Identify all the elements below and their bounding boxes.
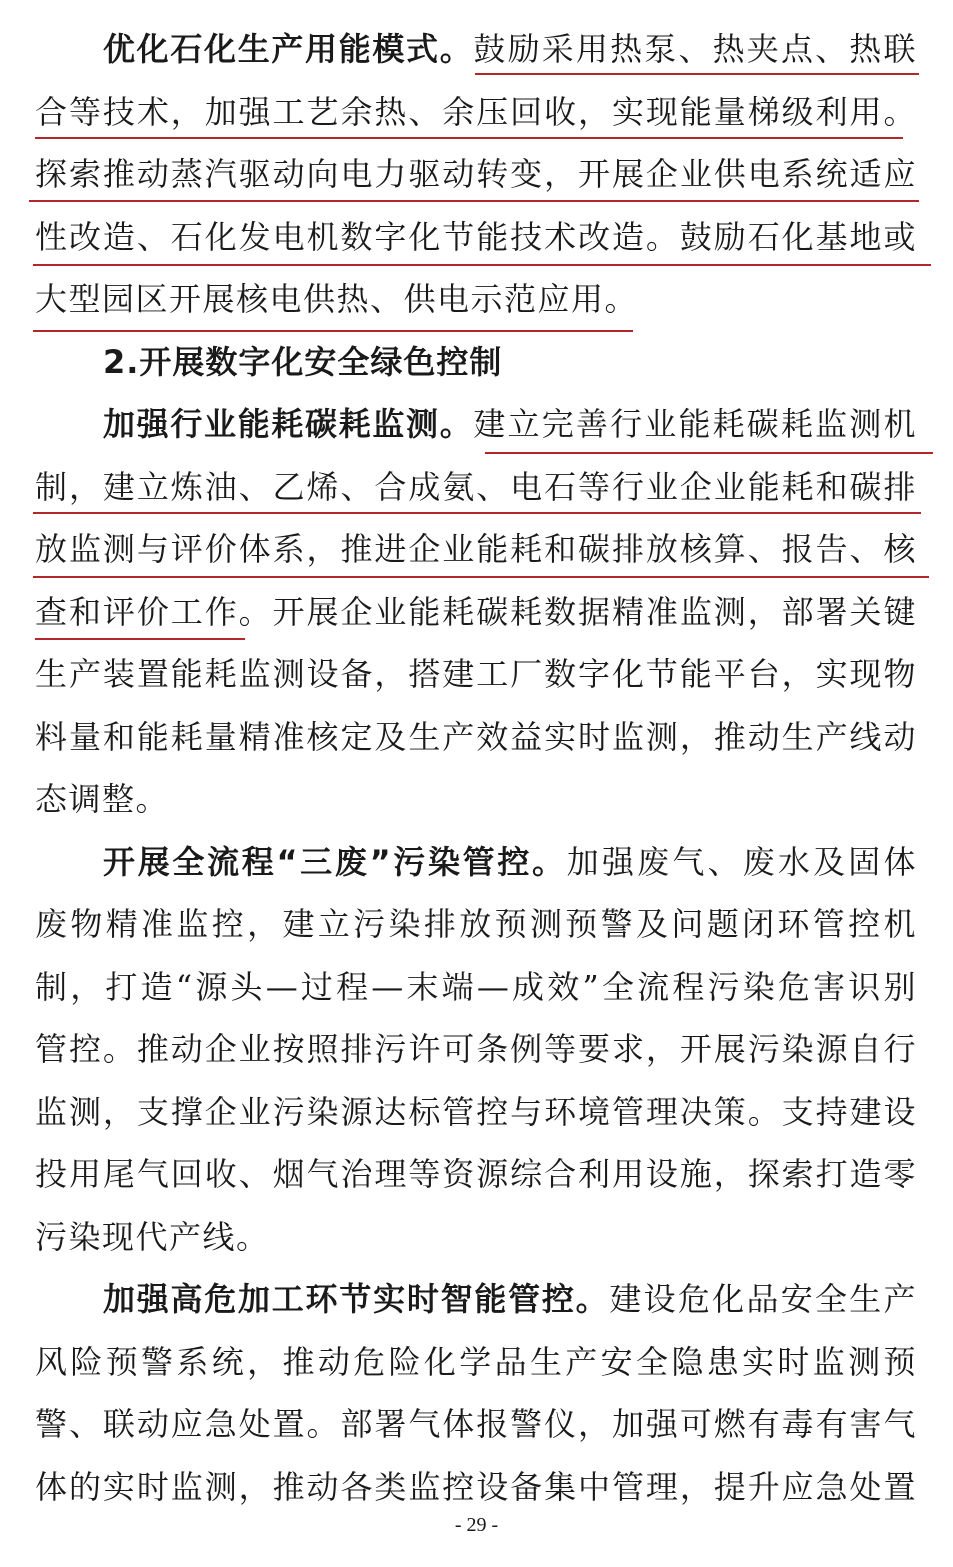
paragraph-line [35, 81, 917, 144]
section-title-line [35, 331, 917, 394]
paragraph-text: 建设危化品安全生产 [609, 1280, 917, 1318]
paragraph-line [35, 1081, 917, 1144]
paragraph-heading: 加强高危加工环节实时智能管控。 [103, 1280, 610, 1318]
paragraph-text: 警、联动应急处置。部署气体报警仪，加强可燃有毒有害气 [35, 1405, 917, 1443]
paragraph-line [35, 956, 917, 1019]
red-underline [475, 73, 919, 75]
page-number: - 29 - [454, 1514, 499, 1536]
paragraph-text: 态调整。 [35, 780, 170, 818]
red-underline [29, 200, 919, 202]
red-underline [35, 638, 245, 640]
paragraph-line [35, 143, 917, 206]
paragraph-text: 查和评价工作。开展企业能耗碳耗数据精准监测，部署关键 [35, 592, 917, 631]
paragraph-text: 建立完善行业能耗碳耗监测机 [473, 405, 917, 443]
paragraph-heading: 优化石化生产用能模式。 [103, 30, 474, 68]
red-underline [33, 576, 929, 578]
paragraph-text: 性改造、石化发电机数字化节能技术改造。鼓励石化基地或 [35, 217, 917, 256]
paragraph-text: 大型园区开展核电供热、供电示范应用。 [35, 280, 639, 318]
paragraph-line [35, 1331, 917, 1394]
paragraph-line [35, 456, 917, 519]
paragraph-line [35, 1143, 917, 1206]
paragraph-text: 监测，支撑企业污染源达标管控与环境管理决策。支持建设 [35, 1092, 917, 1131]
paragraph-line [35, 768, 917, 831]
paragraph-line [35, 1268, 917, 1331]
paragraph-text: 污染现代产线。 [35, 1217, 270, 1256]
paragraph-text: 探索推动蒸汽驱动向电力驱动转变，开展企业供电系统适应 [35, 155, 917, 193]
paragraph-text: 废物精准监控，建立污染排放预测预警及问题闭环管控机 [35, 905, 917, 943]
paragraph-heading: 加强行业能耗碳耗监测。 [103, 405, 474, 443]
paragraph-text: 料量和能耗量精准核定及生产效益实时监测，推动生产线动 [35, 717, 917, 756]
red-underline [485, 452, 933, 454]
red-underline [33, 512, 921, 514]
paragraph-text: 体的实时监测，推动各类监控设备集中管理，提升应急处置 [35, 1467, 917, 1506]
paragraph-line [35, 581, 917, 644]
paragraph-text: 鼓励采用热泵、热夹点、热联 [473, 30, 917, 68]
paragraph-text: 制，打造“源头—过程—末端—成效”全流程污染危害识别 [35, 967, 917, 1006]
paragraph-text: 合等技术，加强工艺余热、余压回收，实现能量梯级利用。 [35, 92, 917, 131]
paragraph-line [35, 18, 917, 81]
paragraph-line [35, 393, 917, 456]
paragraph-text: 风险预警系统，推动危险化学品生产安全隐患实时监测预 [35, 1342, 917, 1381]
paragraph-line [35, 1393, 917, 1456]
paragraph-line [35, 268, 917, 331]
paragraph-text: 加强废气、废水及固体 [566, 842, 917, 881]
red-underline [35, 137, 903, 139]
paragraph-text: 制，建立炼油、乙烯、合成氨、电石等行业企业能耗和碳排 [35, 467, 917, 506]
section-title: 2.开展数字化安全绿色控制 [103, 342, 503, 381]
paragraph-heading: 开展全流程“三废”污染管控。 [103, 842, 567, 881]
document-page [35, 18, 917, 1518]
paragraph-text: 管控。推动企业按照排污许可条例等要求，开展污染源自行 [35, 1030, 917, 1068]
paragraph-line [35, 1206, 917, 1269]
paragraph-text: 生产装置能耗监测设备，搭建工厂数字化节能平台，实现物 [35, 655, 917, 693]
paragraph-line [35, 643, 917, 706]
paragraph-line [35, 893, 917, 956]
paragraph-line [35, 206, 917, 269]
paragraph-line [35, 1456, 917, 1519]
paragraph-line [35, 706, 917, 769]
red-underline [33, 264, 931, 266]
paragraph-line [35, 518, 917, 581]
paragraph-text: 投用尾气回收、烟气治理等资源综合利用设施，探索打造零 [35, 1155, 917, 1193]
paragraph-text: 放监测与评价体系，推进企业能耗和碳排放核算、报告、核 [35, 530, 917, 568]
paragraph-line [35, 1018, 917, 1081]
paragraph-line [35, 831, 917, 894]
